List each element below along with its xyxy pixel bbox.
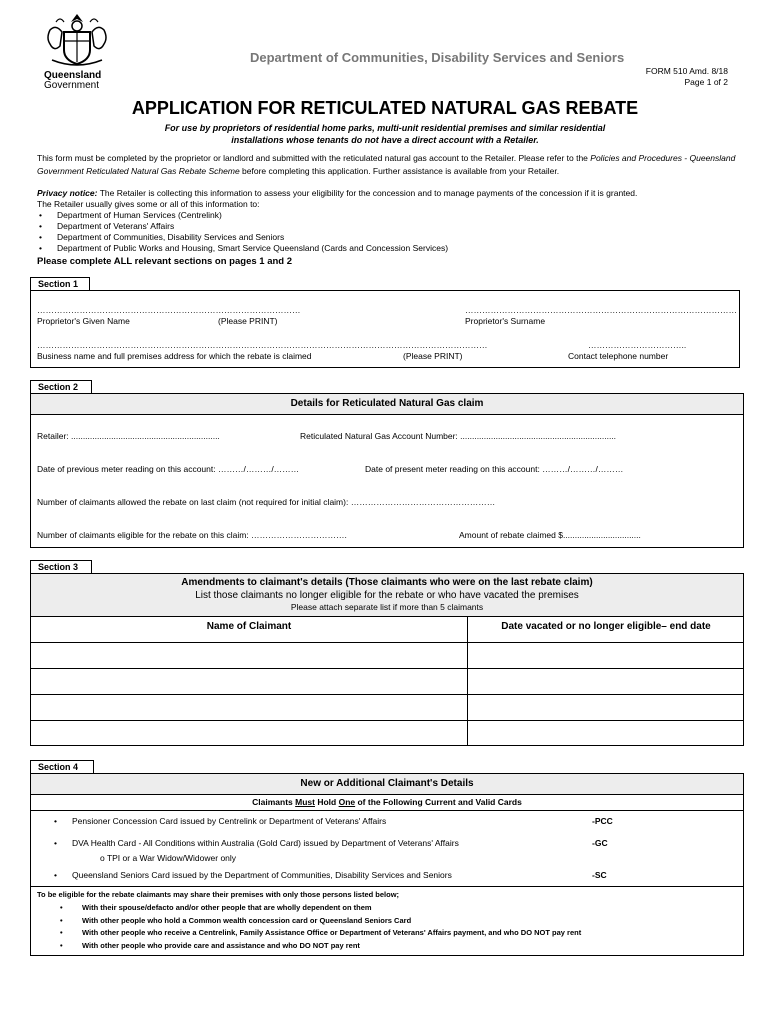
cards-heading-post: of the Following Current and Valid Cards bbox=[355, 797, 522, 807]
claimants-this-field[interactable]: Number of claimants eligible for the rebate on this claim: ……………………………. bbox=[37, 530, 347, 540]
intro-text-end: before completing this application. Further assistance is available from your Retailer. bbox=[239, 166, 560, 176]
intro-text-start: This form must be completed by the proprietor or landlord and submitted with the reticulated natural gas account to the Retailer. Please refer to the bbox=[37, 153, 591, 163]
cards-heading-one: One bbox=[338, 797, 356, 807]
circle-bullet-icon: o bbox=[100, 853, 107, 863]
divider bbox=[31, 886, 743, 887]
list-item: • With other people who hold a Common wealth concession card or Queensland Seniors Card bbox=[58, 915, 581, 928]
card-sub-item bbox=[100, 853, 236, 864]
card-code-pcc: -PCC bbox=[592, 816, 613, 826]
section-2-tab: Section 2 bbox=[30, 380, 92, 394]
given-name-label: Proprietor's Given Name bbox=[37, 316, 130, 326]
cards-heading bbox=[31, 797, 743, 808]
please-print-label-2: (Please PRINT) bbox=[403, 351, 463, 361]
phone-label: Contact telephone number bbox=[568, 351, 669, 361]
cards-list-3 bbox=[52, 870, 452, 881]
please-print-label: (Please PRINT) bbox=[218, 316, 278, 326]
surname-label: Proprietor's Surname bbox=[465, 316, 546, 326]
coat-of-arms-icon bbox=[42, 10, 112, 70]
claimant-name-cell[interactable] bbox=[32, 721, 466, 745]
divider bbox=[31, 810, 743, 811]
intro-policy-reference: Policies and Procedures - Queensland Government Reticulated Natural Gas Rebate Scheme bbox=[37, 153, 736, 176]
list-item: • Department of Human Services (Centrelink) bbox=[37, 210, 448, 221]
form-subtitle-line2: installations whose tenants do not have a direct account with a Retailer. bbox=[231, 135, 539, 145]
claimants-last-field[interactable]: Number of claimants allowed the rebate on last claim (not required for initial claim): …………………………………………… bbox=[37, 497, 496, 507]
section-3-heading-line2: List those claimants no longer eligible for the rebate or who have vacated the premises bbox=[195, 590, 579, 601]
business-address-field[interactable]: …………………………………………………………………………………………………………………………………………… bbox=[37, 340, 488, 350]
section-4-heading: New or Additional Claimant's Details bbox=[31, 774, 743, 795]
form-title: APPLICATION FOR RETICULATED NATURAL GAS REBATE bbox=[131, 98, 639, 118]
cards-heading-mid: Hold bbox=[314, 797, 339, 807]
list-item: • Department of Communities, Disability Services and Seniors bbox=[37, 232, 448, 243]
cards-heading-pre: Claimants bbox=[252, 797, 296, 807]
section-2-heading: Details for Reticulated Natural Gas claim bbox=[31, 394, 743, 415]
cards-list-1 bbox=[52, 816, 386, 827]
business-address-label: Business name and full premises address for which the rebate is claimed bbox=[37, 351, 312, 361]
eligibility-list bbox=[58, 902, 581, 952]
intro-paragraph bbox=[37, 152, 737, 178]
card-sub-item-label: TPI or a War Widow/Widower only bbox=[106, 853, 237, 863]
list-item: • Department of Veterans' Affairs bbox=[37, 221, 448, 232]
retailer-field[interactable]: Retailer: ............................................................... bbox=[37, 431, 220, 441]
form-subtitle-line1: For use by proprietors of residential home parks, multi-unit residential premises and similar residential bbox=[164, 123, 606, 133]
recipients-intro: The Retailer usually gives some or all of this information to: bbox=[37, 199, 260, 209]
list-item: • With other people who receive a Centrelink, Family Assistance Office or Department of Veterans' Affairs payment, and who DO NOT pay rent bbox=[58, 927, 581, 940]
surname-field[interactable]: …………………………………………………………………………………… bbox=[465, 305, 737, 315]
privacy-text: The Retailer is collecting this information to assess your eligibility for the concession and to manage payments of the concession if it is granted. bbox=[97, 188, 638, 198]
card-code-sc: -SC bbox=[592, 870, 607, 880]
account-number-field[interactable]: Reticulated Natural Gas Account Number: .................................................................. bbox=[300, 431, 617, 441]
col-header-name: Name of Claimant bbox=[206, 621, 292, 632]
phone-field[interactable]: …………………………….. bbox=[588, 340, 687, 350]
section-3-heading-line1: Amendments to claimant's details (Those claimants who were on the last rebate claim) bbox=[181, 577, 593, 588]
privacy-notice bbox=[37, 188, 747, 199]
cards-list-2 bbox=[52, 838, 459, 849]
rebate-amount-field[interactable]: Amount of rebate claimed $................................. bbox=[459, 530, 641, 540]
claimant-date-cell[interactable] bbox=[469, 669, 742, 693]
list-item: • With their spouse/defacto and/or other people that are wholly dependent on them bbox=[58, 902, 581, 915]
section-3-tab: Section 3 bbox=[30, 560, 92, 574]
department-name: Department of Communities, Disability Services and Seniors bbox=[250, 50, 625, 65]
queensland-government-logo bbox=[42, 10, 112, 92]
claimant-date-cell[interactable] bbox=[469, 721, 742, 745]
complete-all-note: Please complete ALL relevant sections on pages 1 and 2 bbox=[37, 256, 293, 267]
previous-reading-field[interactable]: Date of previous meter reading on this account: ………/………/……… bbox=[37, 464, 300, 474]
present-reading-field[interactable]: Date of present meter reading on this account: ………/………/……… bbox=[365, 464, 624, 474]
claimant-name-cell[interactable] bbox=[32, 669, 466, 693]
section-3-heading bbox=[31, 574, 743, 617]
col-header-date: Date vacated or no longer eligible– end date bbox=[501, 621, 711, 632]
claimant-date-cell[interactable] bbox=[469, 695, 742, 719]
logo-text-queensland: Queensland bbox=[44, 70, 102, 81]
card-item-gc: • DVA Health Card - All Conditions within Australia (Gold Card) issued by Department of Veterans' Affairs bbox=[52, 838, 459, 849]
form-id: FORM 510 Amd. 8/18 bbox=[645, 66, 728, 76]
card-item-pcc: • Pensioner Concession Card issued by Centrelink or Department of Veterans' Affairs bbox=[52, 816, 386, 827]
eligibility-intro: To be eligible for the rebate claimants may share their premises with only those persons listed below; bbox=[37, 890, 400, 899]
section-1-tab: Section 1 bbox=[30, 277, 90, 291]
logo-text-government: Government bbox=[44, 80, 100, 91]
list-item: • With other people who provide care and assistance and who DO NOT pay rent bbox=[58, 940, 581, 953]
card-item-sc: • Queensland Seniors Card issued by the Department of Communities, Disability Services and Seniors bbox=[52, 870, 452, 881]
given-name-field[interactable]: ………………………………………………………………………………… bbox=[37, 305, 301, 315]
claimant-date-cell[interactable] bbox=[469, 643, 742, 667]
cards-heading-must: Must bbox=[295, 797, 315, 807]
privacy-label: Privacy notice: bbox=[37, 188, 98, 198]
claimant-name-cell[interactable] bbox=[32, 695, 466, 719]
section-4-tab: Section 4 bbox=[30, 760, 94, 774]
recipients-list bbox=[37, 210, 448, 254]
card-code-gc: -GC bbox=[592, 838, 608, 848]
column-divider bbox=[467, 616, 468, 746]
section-3-heading-line3: Please attach separate list if more than 5 claimants bbox=[290, 602, 484, 612]
page-number: Page 1 of 2 bbox=[684, 77, 728, 87]
list-item: • Department of Public Works and Housing, Smart Service Queensland (Cards and Concession Services) bbox=[37, 243, 448, 254]
claimant-name-cell[interactable] bbox=[32, 643, 466, 667]
